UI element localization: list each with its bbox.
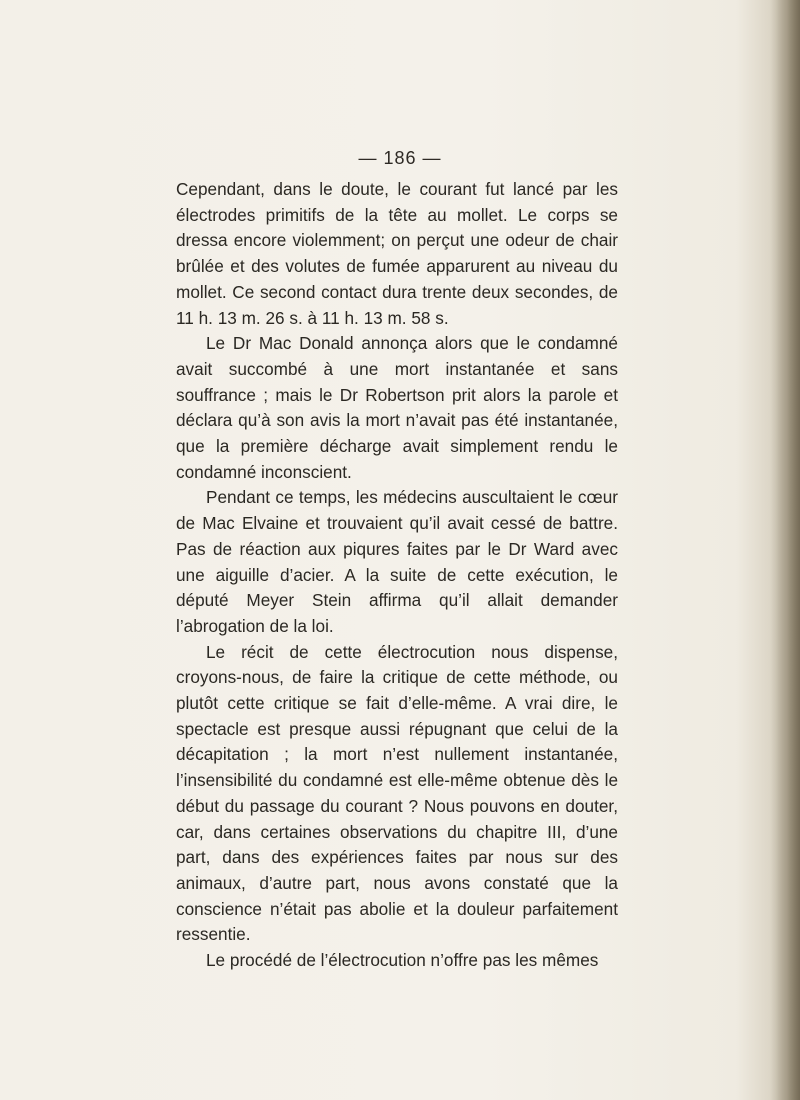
paragraph-1: Cependant, dans le doute, le courant fut lancé par les électrodes primitifs de la tête au mollet. Le corps se dressa encore violemment; on perçut une odeur de chair brûlée et des volutes de fumée apparurent au niveau du mollet. Ce second contact dura trente deux secondes, de 11 h. 13 m. 26 s. à 11 h. 13 m. 58 s. — [176, 179, 618, 328]
page-number: — 186 — — [358, 148, 442, 168]
body-text — [176, 177, 618, 974]
paragraph-4: Le récit de cette électrocution nous dispense, croyons-nous, de faire la critique de cette méthode, ou plutôt cette critique se fait d’elle-même. A vrai dire, le spectacle est presque aussi répugnant que celui de la décapitation ; la mort n’est nullement instantanée, l’insensibilité du condamné est elle-même obtenue dès le début du passage du courant ? Nous pouvons en douter, car, dans certaines observations du chapitre III, d’une part, dans des expériences faites par nous sur des animaux, d’autre part, nous avons constaté que la conscience n’était pas abolie et la douleur parfaitement ressentie. — [176, 641, 618, 945]
page-edge-shadow — [770, 0, 800, 1100]
paragraph-3: Pendant ce temps, les médecins auscultaient le cœur de Mac Elvaine et trouvaient qu’il avait cessé de battre. Pas de réaction aux piqures faites par le Dr Ward avec une aiguille d’acier. A la suite de cette exécution, le député Meyer Stein affirma qu’il allait demander l’abrogation de la loi. — [176, 487, 618, 636]
paragraph-5: Le procédé de l’électrocution n’offre pas les mêmes — [206, 950, 599, 971]
paragraph-2: Le Dr Mac Donald annonça alors que le condamné avait succombé à une mort instantanée et sans souffrance ; mais le Dr Robertson prit alors la parole et déclara qu’à son avis la mort n’avait pas été instantanée, que la première décharge avait simplement rendu le condamné inconscient. — [176, 333, 618, 482]
